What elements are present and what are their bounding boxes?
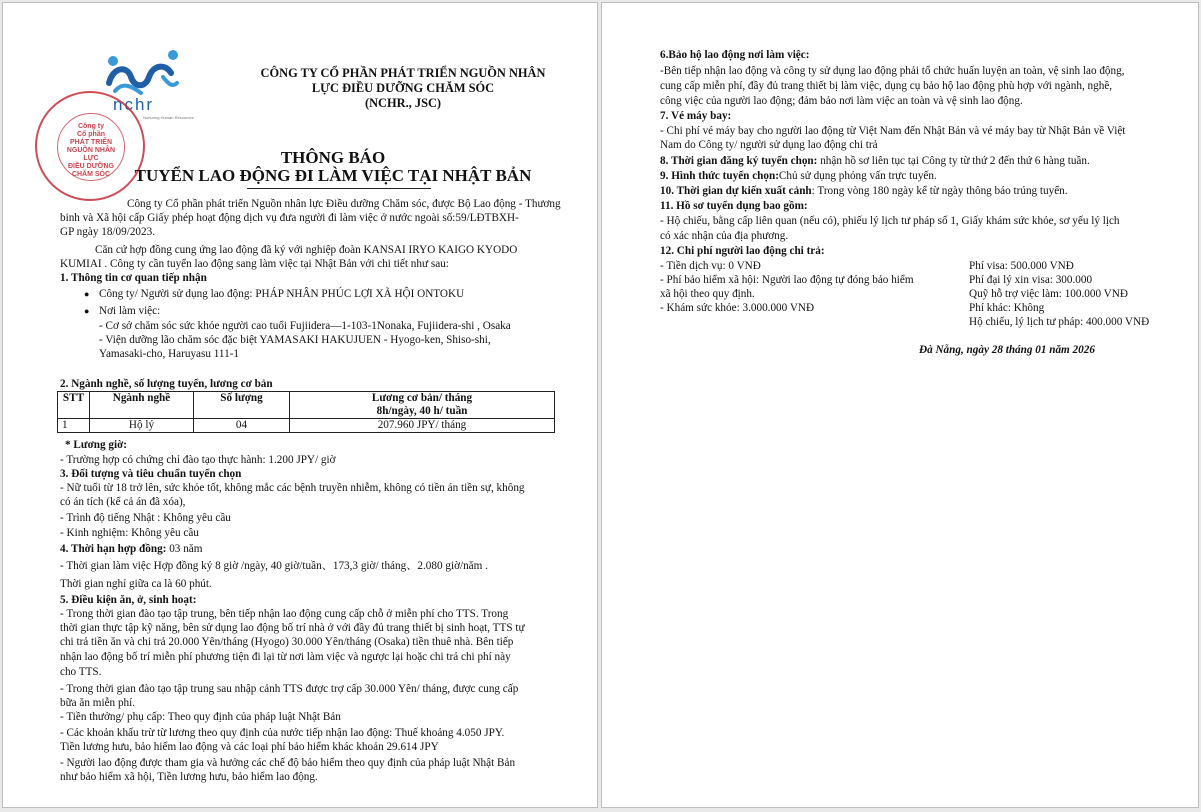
living-line: Tiền lương hưu, bảo hiểm lao động và các loại phí bảo hiểm khác khoản 29.614 JPY <box>60 741 439 753</box>
living-line: bữa ăn miễn phí. <box>60 697 136 709</box>
fee-item: Phí visa: 500.000 VNĐ <box>969 260 1074 272</box>
registration-time: nhận hồ sơ liên tục tại Công ty từ thứ 2 đến thứ 6 hàng tuần. <box>817 155 1090 167</box>
fee-item: xã hội theo quy định. <box>660 288 755 300</box>
document-page-left <box>2 2 598 808</box>
table-row <box>58 419 555 433</box>
section-3-title: 3. Đối tượng và tiêu chuẩn tuyển chọn <box>60 468 242 480</box>
living-line: - Người lao động được tham gia và hưởng các chế độ bảo hiểm theo quy định của pháp luật Nhật Bản <box>60 757 516 769</box>
logo-tagline: Nurturing Human Resources <box>143 115 194 120</box>
departure-time: : Trong vòng 180 ngày kể từ ngày thông báo trúng tuyển. <box>811 185 1068 197</box>
notice-title: THÔNG BÁO <box>280 148 386 167</box>
living-line: chi trả tiền ăn và chi trả 20.000 Yên/tháng (Hyogo) 30.000 Yên/tháng (Osaka) tiền thuê nhà. Bên tiếp <box>60 636 514 648</box>
table-cell: Hộ lý <box>90 419 194 433</box>
safety-line: cung cấp miễn phí, đầy đủ trang thiết bị làm việc, dụng cụ bảo hộ lao động phù hợp với ngành, nghề, <box>660 80 1113 92</box>
hourly-wage-line: - Trường hợp có chứng chỉ đào tạo thực hành: 1.200 JPY/ giờ <box>60 454 336 466</box>
hourly-wage-label: * Lương giờ: <box>65 439 127 451</box>
section-1-title: 1. Thông tin cơ quan tiếp nhận <box>60 272 207 284</box>
living-line: như bảo hiểm xã hội, Tiền lương hưu, bảo hiểm lao động. <box>60 771 318 783</box>
table-header: Ngành nghề <box>90 392 194 419</box>
company-seal: Công ty Cổ phần PHÁT TRIỂN NGUỒN NHÂN LỰC ĐIỀU DƯỠNG CHĂM SÓC <box>35 91 145 201</box>
section-10-title: 10. Thời gian dự kiến xuất cảnh <box>660 185 812 197</box>
table-cell: 1 <box>58 419 90 433</box>
living-line: thời gian thực tập kỹ năng, bên sử dụng lao động bố trí nhà ở với đầy đủ trang thiết bị sinh hoạt, TTS tự <box>60 622 525 634</box>
airfare-line: Nam do Công ty/ người sử dụng lao động chi trả <box>660 139 878 151</box>
section-8-title: 8. Thời gian đăng ký tuyển chọn: <box>660 155 818 167</box>
workplace-line: Yamasaki-cho, Haruyasu 111-1 <box>99 348 240 360</box>
living-line: cho TTS. <box>60 666 102 678</box>
bullet-icon: ● <box>84 306 90 316</box>
table-header-row <box>58 392 555 419</box>
workplace-line: - Cơ sở chăm sóc sức khỏe người cao tuổi Fujiidera—1-103-1Nonaka, Fujiidera-shi , Osaka <box>99 320 511 332</box>
section-9-line <box>660 170 937 183</box>
section-5-title: 5. Điều kiện ăn, ở, sinh hoạt: <box>60 594 197 606</box>
intro-line: GP ngày 18/09/2023. <box>60 226 155 238</box>
living-line: - Tiền thưởng/ phụ cấp: Theo quy định của pháp luật Nhật Bản <box>60 711 341 723</box>
fee-item: Phí khác: Không <box>969 302 1045 314</box>
place-date-line: Đà Nẵng, ngày 28 tháng 01 năm 2026 <box>919 344 1095 356</box>
airfare-line: - Chi phí vé máy bay cho người lao động từ Việt Nam đến Nhật Bản và vé máy bay từ Nhật Bản về Việt <box>660 125 1126 137</box>
criteria-line: - Nữ tuổi từ 18 trở lên, sức khỏe tốt, không mắc các bệnh truyền nhiễm, không có tiền án tiền sự, không <box>60 482 525 494</box>
criteria-line: có án tích (kể cả án đã xóa), <box>60 496 186 508</box>
table-header: STT <box>58 392 90 419</box>
section-2-title: 2. Ngành nghề, số lượng tuyển, lương cơ bản <box>60 378 273 390</box>
living-line: - Các khoản khấu trừ từ lương theo quy định của nước tiếp nhận lao động: Thuế khoảng 4.050 JPY. <box>60 727 505 739</box>
living-line: - Trong thời gian đào tạo tập trung sau nhập cảnh TTS được trợ cấp 30.000 Yên/ tháng, được cung cấp <box>60 683 519 695</box>
section-7-title: 7. Vé máy bay: <box>660 110 732 122</box>
table-cell: 207.960 JPY/ tháng <box>290 419 555 433</box>
criteria-line: - Kinh nghiệm: Không yêu cầu <box>60 527 199 539</box>
section-10-line <box>660 185 1068 198</box>
documents-line: có xác nhận của địa phương. <box>660 230 789 242</box>
safety-line: công việc của người lao động; đảm bảo nơi làm việc an toàn và vệ sinh lao động. <box>660 95 1023 107</box>
intro-line: Công ty Cổ phần phát triển Nguồn nhân lực Điều dưỡng Chăm sóc, được Bộ Lao động - Thương <box>127 198 561 210</box>
employer-line: Công ty/ Người sử dụng lao động: PHÁP NHÂN PHÚC LỢI XÃ HỘI ONTOKU <box>99 288 465 300</box>
bullet-icon: ● <box>84 289 90 299</box>
working-hours-line: - Thời gian làm việc Hợp đồng ký 8 giờ /ngày, 40 giờ/tuần、173,3 giờ/ tháng、2.080 giờ/năm . <box>60 560 488 572</box>
break-time-line: Thời gian nghỉ giữa ca là 60 phút. <box>60 578 212 590</box>
selection-method: Chủ sử dụng phỏng vấn trực tuyến. <box>778 170 937 182</box>
section-6-title: 6.Bảo hộ lao động nơi làm việc: <box>660 49 810 61</box>
table-cell: 04 <box>194 419 290 433</box>
living-line: - Trong thời gian đào tạo tập trung, bên tiếp nhận lao động cung cấp chỗ ở miễn phí cho TTS. Trong <box>60 608 509 620</box>
fee-item: Hộ chiếu, lý lịch tư pháp: 400.000 VNĐ <box>969 316 1150 328</box>
fee-item: - Tiền dịch vụ: 0 VNĐ <box>660 260 761 272</box>
table-header: Lương cơ bản/ tháng 8h/ngày, 40 h/ tuần <box>290 392 555 419</box>
section-12-title: 12. Chi phí người lao động chi trả: <box>660 245 825 257</box>
section-8-line <box>660 155 1090 168</box>
company-name: CÔNG TY CỔ PHẦN PHÁT TRIỂN NGUỒN NHÂN LỰC ĐIỀU DƯỠNG CHĂM SÓC (NCHR., JSC) <box>260 66 546 110</box>
notice-subtitle: TUYỂN LAO ĐỘNG ĐI LÀM VIỆC TẠI NHẬT BẢN <box>134 166 532 185</box>
contract-term: 03 năm <box>169 543 203 555</box>
recruitment-table <box>57 391 555 433</box>
criteria-line: - Trình độ tiếng Nhật : Không yêu cầu <box>60 512 231 524</box>
table-header: Số lượng <box>194 392 290 419</box>
intro-line: binh và Xã hội cấp Giấy phép hoạt động dịch vụ đưa người đi làm việc ở nước ngoài số:59/LĐTBXH- <box>60 212 519 224</box>
document-page-right <box>601 2 1199 808</box>
safety-line: -Bên tiếp nhận lao động và công ty sử dụng lao động phải tổ chức huấn luyện an toàn, vệ sinh lao động, <box>660 65 1125 77</box>
intro-line: KUMIAI . Công ty cần tuyển lao động sang làm việc tại Nhật Bản với chi tiết như sau: <box>60 258 449 270</box>
fee-item: - Khám sức khỏe: 3.000.000 VNĐ <box>660 302 815 314</box>
fee-item: Quỹ hỗ trợ việc làm: 100.000 VNĐ <box>969 288 1128 300</box>
section-11-title: 11. Hồ sơ tuyển dụng bao gồm: <box>660 200 808 212</box>
section-9-title: 9. Hình thức tuyển chọn: <box>660 170 779 182</box>
documents-line: - Hộ chiếu, bằng cấp liên quan (nếu có), phiếu lý lịch tư pháp số 1, Giấy khám sức khỏe, sơ yếu lý lịch <box>660 215 1120 227</box>
fee-item: Phí đại lý xin visa: 300.000 <box>969 274 1093 286</box>
fee-item: - Phí bảo hiểm xã hội: Người lao động tự đóng bảo hiểm <box>660 274 914 286</box>
intro-line: Căn cứ hợp đồng cung ứng lao động đã ký với nghiệp đoàn KANSAI IRYO KAIGO KYODO <box>95 244 518 256</box>
workplace-line: - Viện dưỡng lão chăm sóc đặc biệt YAMASAKI HAKUJUEN - Hyogo-ken, Shiso-shi, <box>99 334 491 346</box>
section-4-line <box>60 543 202 556</box>
workplace-label: Nơi làm việc: <box>99 305 161 317</box>
logo-text: nchr <box>113 95 155 114</box>
living-line: nhận lao động bố trí miễn phí phương tiện đi lại từ nơi làm việc và ngược lại hoặc chi trả chi phí này <box>60 651 511 663</box>
section-4-title: 4. Thời hạn hợp đồng: <box>60 543 167 555</box>
title-underline <box>247 188 431 189</box>
